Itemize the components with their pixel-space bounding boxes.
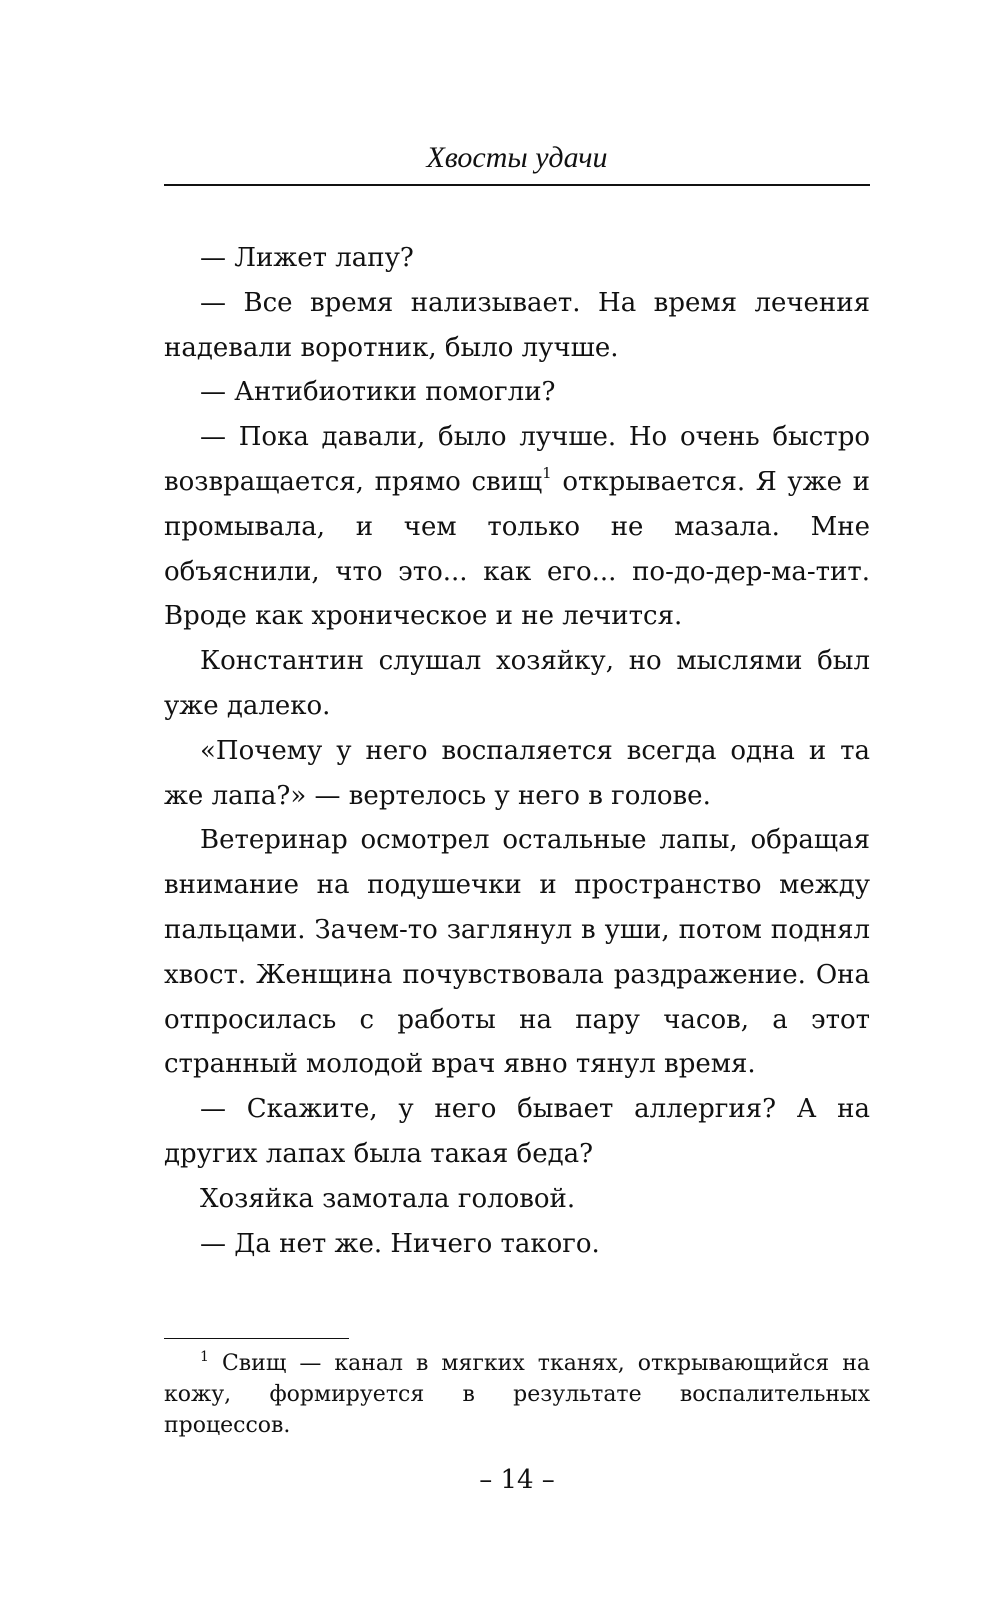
- footnote-rule: [164, 1338, 349, 1339]
- paragraph-4-start: — Пока давали, было лучше. Но очень быстро возвращается, прямо свищ: [164, 422, 870, 497]
- page-number: – 14 –: [479, 1465, 555, 1495]
- footnote-text: Свищ — канал в мягких тканях, открывающийся на кожу, формируется в результате воспалительных процессов.: [164, 1351, 870, 1438]
- footnote-reference: 1: [542, 463, 552, 482]
- paragraph-10: — Да нет же. Ничего такого.: [200, 1228, 600, 1259]
- paragraph-5: Константин слушал хозяйку, но мыслями был уже далеко.: [164, 646, 870, 721]
- paragraph-6: «Почему у него воспаляется всегда одна и та же лапа?» — вертелось у него в голове.: [164, 735, 870, 811]
- header-rule: [164, 184, 870, 186]
- running-head: Хвосты удачи: [426, 141, 608, 174]
- footnote-mark: 1: [200, 1349, 209, 1365]
- paragraph-4: [164, 415, 870, 639]
- paragraph-3: — Антибиотики помогли?: [200, 377, 556, 408]
- paragraph-7: Ветеринар осмотрел остальные лапы, обращая внимание на подушечки и пространство между пальцами. Зачем-то заглянул в уши, потом поднял хвост. Женщина почувствовала раздражение. Она отпросилась с работы на пару часов, а этот странный молодой врач явно тянул время.: [164, 825, 870, 1080]
- paragraph-9: Хозяйка замотала головой.: [200, 1183, 576, 1214]
- paragraph-1: — Лижет лапу?: [200, 243, 414, 273]
- paragraph-8: — Скажите, у него бывает аллергия? А на других лапах была такая беда?: [164, 1094, 870, 1169]
- paragraph-4-end: открывается. Я уже и промывала, и чем только не мазала. Мне объяснили, что это... как его... по-до-дер-ма-тит. Вроде как хроническое и не лечится.: [164, 466, 870, 632]
- footnote: [164, 1348, 870, 1441]
- body-text: [164, 236, 870, 1266]
- paragraph-2: — Все время нализывает. На время лечения надевали воротник, было лучше.: [164, 287, 870, 363]
